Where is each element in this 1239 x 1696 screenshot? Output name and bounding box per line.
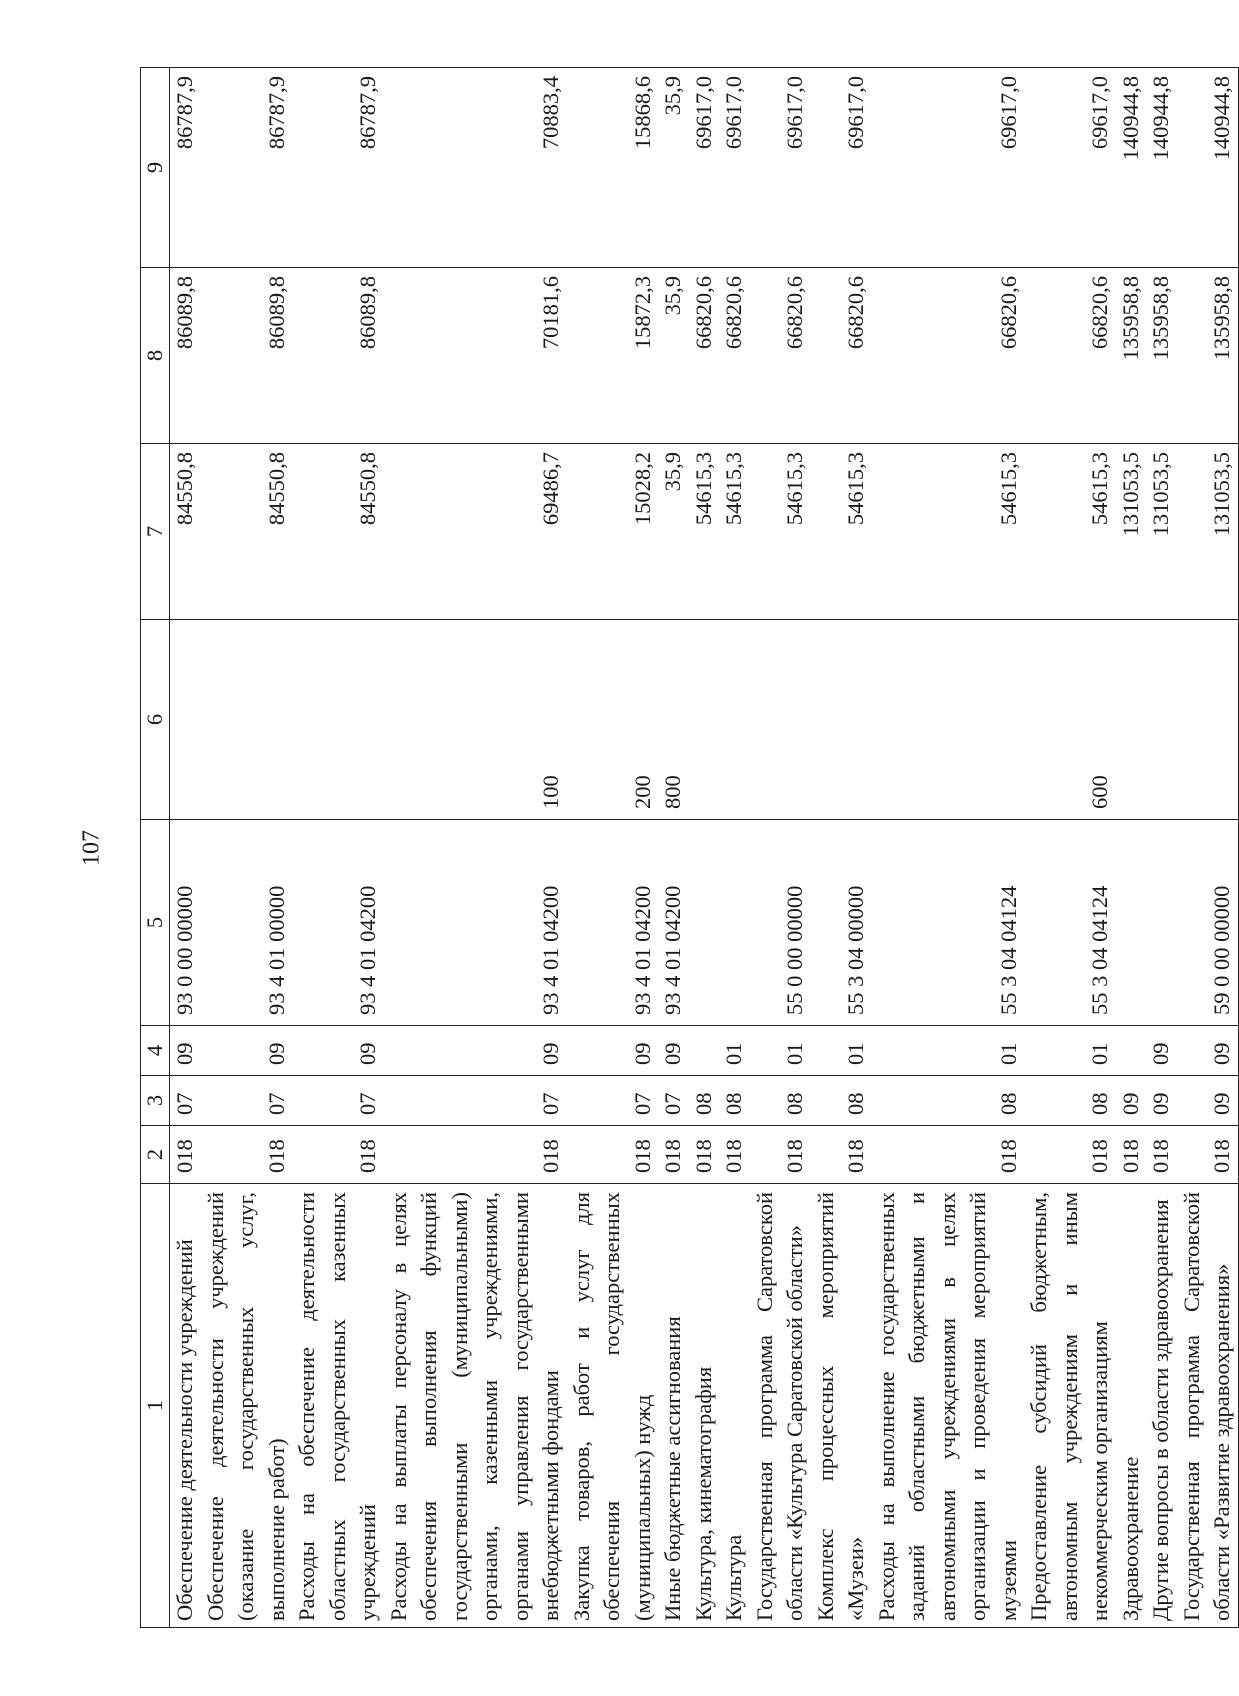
expense-type-code bbox=[1146, 620, 1177, 820]
target-article-code: 59 0 00 00000 bbox=[1177, 820, 1239, 1026]
amount-year-2: 135958,8 bbox=[1177, 268, 1239, 444]
amount-year-3: 140944,8 bbox=[1177, 68, 1239, 268]
amount-year-2: 35,9 bbox=[658, 268, 689, 444]
section-code: 07 bbox=[170, 1076, 201, 1126]
amount-year-1: 54615,3 bbox=[1024, 444, 1116, 620]
amount-year-3: 69617,0 bbox=[811, 68, 872, 268]
table-row bbox=[292, 68, 384, 1628]
section-code: 07 bbox=[292, 1076, 384, 1126]
amount-year-2: 86089,8 bbox=[201, 268, 293, 444]
item-name: Расходы на выполнение государственных заданий областными бюджетными и автономными учреждениями в целях организации и проведения мероприятий музеями bbox=[872, 1184, 1025, 1628]
section-code: 08 bbox=[872, 1076, 1025, 1126]
ministry-code: 018 bbox=[292, 1126, 384, 1184]
ministry-code: 018 bbox=[689, 1126, 720, 1184]
target-article-code bbox=[689, 820, 720, 1026]
amount-year-3: 86787,9 bbox=[292, 68, 384, 268]
section-code: 08 bbox=[1024, 1076, 1116, 1126]
amount-year-2: 86089,8 bbox=[170, 268, 201, 444]
rotated-page bbox=[140, 68, 1234, 1628]
amount-year-1: 131053,5 bbox=[1116, 444, 1147, 620]
amount-year-2: 66820,6 bbox=[872, 268, 1025, 444]
amount-year-2: 15872,3 bbox=[567, 268, 659, 444]
column-header: 9 bbox=[141, 68, 170, 268]
expense-type-code bbox=[719, 620, 750, 820]
item-name: Комплекс процессных мероприятий «Музеи» bbox=[811, 1184, 872, 1628]
expense-type-code bbox=[811, 620, 872, 820]
subsection-code: 01 bbox=[1024, 1026, 1116, 1076]
subsection-code bbox=[1116, 1026, 1147, 1076]
amount-year-2: 135958,8 bbox=[1146, 268, 1177, 444]
target-article-code: 93 4 01 00000 bbox=[201, 820, 293, 1026]
amount-year-1: 131053,5 bbox=[1177, 444, 1239, 620]
table-row bbox=[750, 68, 811, 1628]
column-header: 8 bbox=[141, 268, 170, 444]
amount-year-1: 54615,3 bbox=[719, 444, 750, 620]
section-code: 08 bbox=[689, 1076, 720, 1126]
amount-year-3: 35,9 bbox=[658, 68, 689, 268]
header-row bbox=[141, 68, 170, 1628]
ministry-code: 018 bbox=[170, 1126, 201, 1184]
table-row bbox=[1116, 68, 1147, 1628]
item-name: Обеспечение деятельности учреждений bbox=[170, 1184, 201, 1628]
subsection-code: 01 bbox=[872, 1026, 1025, 1076]
subsection-code: 01 bbox=[750, 1026, 811, 1076]
target-article-code: 55 3 04 04124 bbox=[872, 820, 1025, 1026]
amount-year-3: 69617,0 bbox=[1024, 68, 1116, 268]
expense-type-code bbox=[689, 620, 720, 820]
expense-type-code: 100 bbox=[384, 620, 567, 820]
ministry-code: 018 bbox=[1116, 1126, 1147, 1184]
table-row bbox=[658, 68, 689, 1628]
subsection-code: 09 bbox=[384, 1026, 567, 1076]
column-header: 1 bbox=[141, 1184, 170, 1628]
amount-year-3: 69617,0 bbox=[719, 68, 750, 268]
item-name: Расходы на обеспечение деятельности областных государственных казенных учреждений bbox=[292, 1184, 384, 1628]
item-name: Государственная программа Саратовской области «Развитие здравоохранения» bbox=[1177, 1184, 1239, 1628]
target-article-code: 93 0 00 00000 bbox=[170, 820, 201, 1026]
item-name: Закупка товаров, работ и услуг для обеспечения государственных (муниципальных) нужд bbox=[567, 1184, 659, 1628]
ministry-code: 018 bbox=[567, 1126, 659, 1184]
subsection-code: 09 bbox=[292, 1026, 384, 1076]
table-row bbox=[384, 68, 567, 1628]
table-row bbox=[689, 68, 720, 1628]
target-article-code: 55 0 00 00000 bbox=[750, 820, 811, 1026]
item-name: Предоставление субсидий бюджетным, автономным учреждениям и иным некоммерческим организациям bbox=[1024, 1184, 1116, 1628]
target-article-code: 55 3 04 04124 bbox=[1024, 820, 1116, 1026]
target-article-code: 93 4 01 04200 bbox=[567, 820, 659, 1026]
amount-year-3: 86787,9 bbox=[170, 68, 201, 268]
amount-year-2: 86089,8 bbox=[292, 268, 384, 444]
table-row bbox=[811, 68, 872, 1628]
amount-year-1: 69486,7 bbox=[384, 444, 567, 620]
column-header: 2 bbox=[141, 1126, 170, 1184]
section-code: 09 bbox=[1116, 1076, 1147, 1126]
amount-year-3: 140944,8 bbox=[1146, 68, 1177, 268]
section-code: 07 bbox=[567, 1076, 659, 1126]
ministry-code: 018 bbox=[719, 1126, 750, 1184]
expense-type-code: 600 bbox=[1024, 620, 1116, 820]
expense-type-code: 800 bbox=[658, 620, 689, 820]
amount-year-3: 86787,9 bbox=[201, 68, 293, 268]
amount-year-3: 70883,4 bbox=[384, 68, 567, 268]
amount-year-3: 69617,0 bbox=[872, 68, 1025, 268]
table-row bbox=[872, 68, 1025, 1628]
amount-year-1: 84550,8 bbox=[292, 444, 384, 620]
amount-year-1: 35,9 bbox=[658, 444, 689, 620]
item-name: Обеспечение деятельности учреждений (оказание государственных услуг, выполнение работ) bbox=[201, 1184, 293, 1628]
expense-type-code: 200 bbox=[567, 620, 659, 820]
column-header: 5 bbox=[141, 820, 170, 1026]
amount-year-2: 70181,6 bbox=[384, 268, 567, 444]
expense-type-code bbox=[201, 620, 293, 820]
amount-year-2: 66820,6 bbox=[750, 268, 811, 444]
section-code: 08 bbox=[750, 1076, 811, 1126]
ministry-code: 018 bbox=[1146, 1126, 1177, 1184]
amount-year-2: 66820,6 bbox=[689, 268, 720, 444]
table-row bbox=[719, 68, 750, 1628]
amount-year-1: 54615,3 bbox=[750, 444, 811, 620]
table-body bbox=[170, 68, 1239, 1628]
ministry-code: 018 bbox=[1177, 1126, 1239, 1184]
table-row bbox=[567, 68, 659, 1628]
amount-year-2: 66820,6 bbox=[811, 268, 872, 444]
subsection-code: 09 bbox=[567, 1026, 659, 1076]
amount-year-1: 54615,3 bbox=[872, 444, 1025, 620]
target-article-code bbox=[1146, 820, 1177, 1026]
item-name: Расходы на выплаты персоналу в целях обеспечения выполнения функций государственными (муниципальными) органами, казенными учреждениями, органами управления государственными внебюджетными фондами bbox=[384, 1184, 567, 1628]
ministry-code: 018 bbox=[811, 1126, 872, 1184]
section-code: 08 bbox=[719, 1076, 750, 1126]
amount-year-1: 84550,8 bbox=[201, 444, 293, 620]
subsection-code: 09 bbox=[170, 1026, 201, 1076]
ministry-code: 018 bbox=[201, 1126, 293, 1184]
table-row bbox=[1177, 68, 1239, 1628]
item-name: Здравоохранение bbox=[1116, 1184, 1147, 1628]
target-article-code: 93 4 01 04200 bbox=[658, 820, 689, 1026]
budget-table bbox=[140, 67, 1239, 1628]
amount-year-1: 131053,5 bbox=[1146, 444, 1177, 620]
item-name: Государственная программа Саратовской области «Культура Саратовской области» bbox=[750, 1184, 811, 1628]
item-name: Культура, кинематография bbox=[689, 1184, 720, 1628]
amount-year-1: 84550,8 bbox=[170, 444, 201, 620]
subsection-code bbox=[689, 1026, 720, 1076]
ministry-code: 018 bbox=[384, 1126, 567, 1184]
expense-type-code bbox=[1116, 620, 1147, 820]
section-code: 09 bbox=[1177, 1076, 1239, 1126]
item-name: Другие вопросы в области здравоохранения bbox=[1146, 1184, 1177, 1628]
amount-year-2: 135958,8 bbox=[1116, 268, 1147, 444]
amount-year-1: 15028,2 bbox=[567, 444, 659, 620]
item-name: Иные бюджетные ассигнования bbox=[658, 1184, 689, 1628]
amount-year-3: 140944,8 bbox=[1116, 68, 1147, 268]
column-header: 4 bbox=[141, 1026, 170, 1076]
expense-type-code bbox=[170, 620, 201, 820]
subsection-code: 09 bbox=[658, 1026, 689, 1076]
section-code: 08 bbox=[811, 1076, 872, 1126]
amount-year-1: 54615,3 bbox=[689, 444, 720, 620]
target-article-code: 55 3 04 00000 bbox=[811, 820, 872, 1026]
expense-type-code bbox=[292, 620, 384, 820]
amount-year-3: 69617,0 bbox=[750, 68, 811, 268]
column-header: 3 bbox=[141, 1076, 170, 1126]
section-code: 07 bbox=[384, 1076, 567, 1126]
subsection-code: 09 bbox=[1146, 1026, 1177, 1076]
section-code: 09 bbox=[1146, 1076, 1177, 1126]
section-code: 07 bbox=[201, 1076, 293, 1126]
page-number: 107 bbox=[78, 830, 105, 866]
amount-year-2: 66820,6 bbox=[719, 268, 750, 444]
ministry-code: 018 bbox=[750, 1126, 811, 1184]
target-article-code bbox=[1116, 820, 1147, 1026]
target-article-code: 93 4 01 04200 bbox=[292, 820, 384, 1026]
target-article-code: 93 4 01 04200 bbox=[384, 820, 567, 1026]
column-header: 6 bbox=[141, 620, 170, 820]
table-row bbox=[1146, 68, 1177, 1628]
section-code: 07 bbox=[658, 1076, 689, 1126]
amount-year-2: 66820,6 bbox=[1024, 268, 1116, 444]
ministry-code: 018 bbox=[872, 1126, 1025, 1184]
table-row bbox=[201, 68, 293, 1628]
subsection-code: 01 bbox=[811, 1026, 872, 1076]
amount-year-3: 15868,6 bbox=[567, 68, 659, 268]
column-header: 7 bbox=[141, 444, 170, 620]
item-name: Культура bbox=[719, 1184, 750, 1628]
amount-year-1: 54615,3 bbox=[811, 444, 872, 620]
expense-type-code bbox=[872, 620, 1025, 820]
subsection-code: 09 bbox=[1177, 1026, 1239, 1076]
expense-type-code bbox=[1177, 620, 1239, 820]
subsection-code: 09 bbox=[201, 1026, 293, 1076]
ministry-code: 018 bbox=[1024, 1126, 1116, 1184]
target-article-code bbox=[719, 820, 750, 1026]
subsection-code: 01 bbox=[719, 1026, 750, 1076]
expense-type-code bbox=[750, 620, 811, 820]
ministry-code: 018 bbox=[658, 1126, 689, 1184]
amount-year-3: 69617,0 bbox=[689, 68, 720, 268]
table-row bbox=[170, 68, 201, 1628]
table-row bbox=[1024, 68, 1116, 1628]
